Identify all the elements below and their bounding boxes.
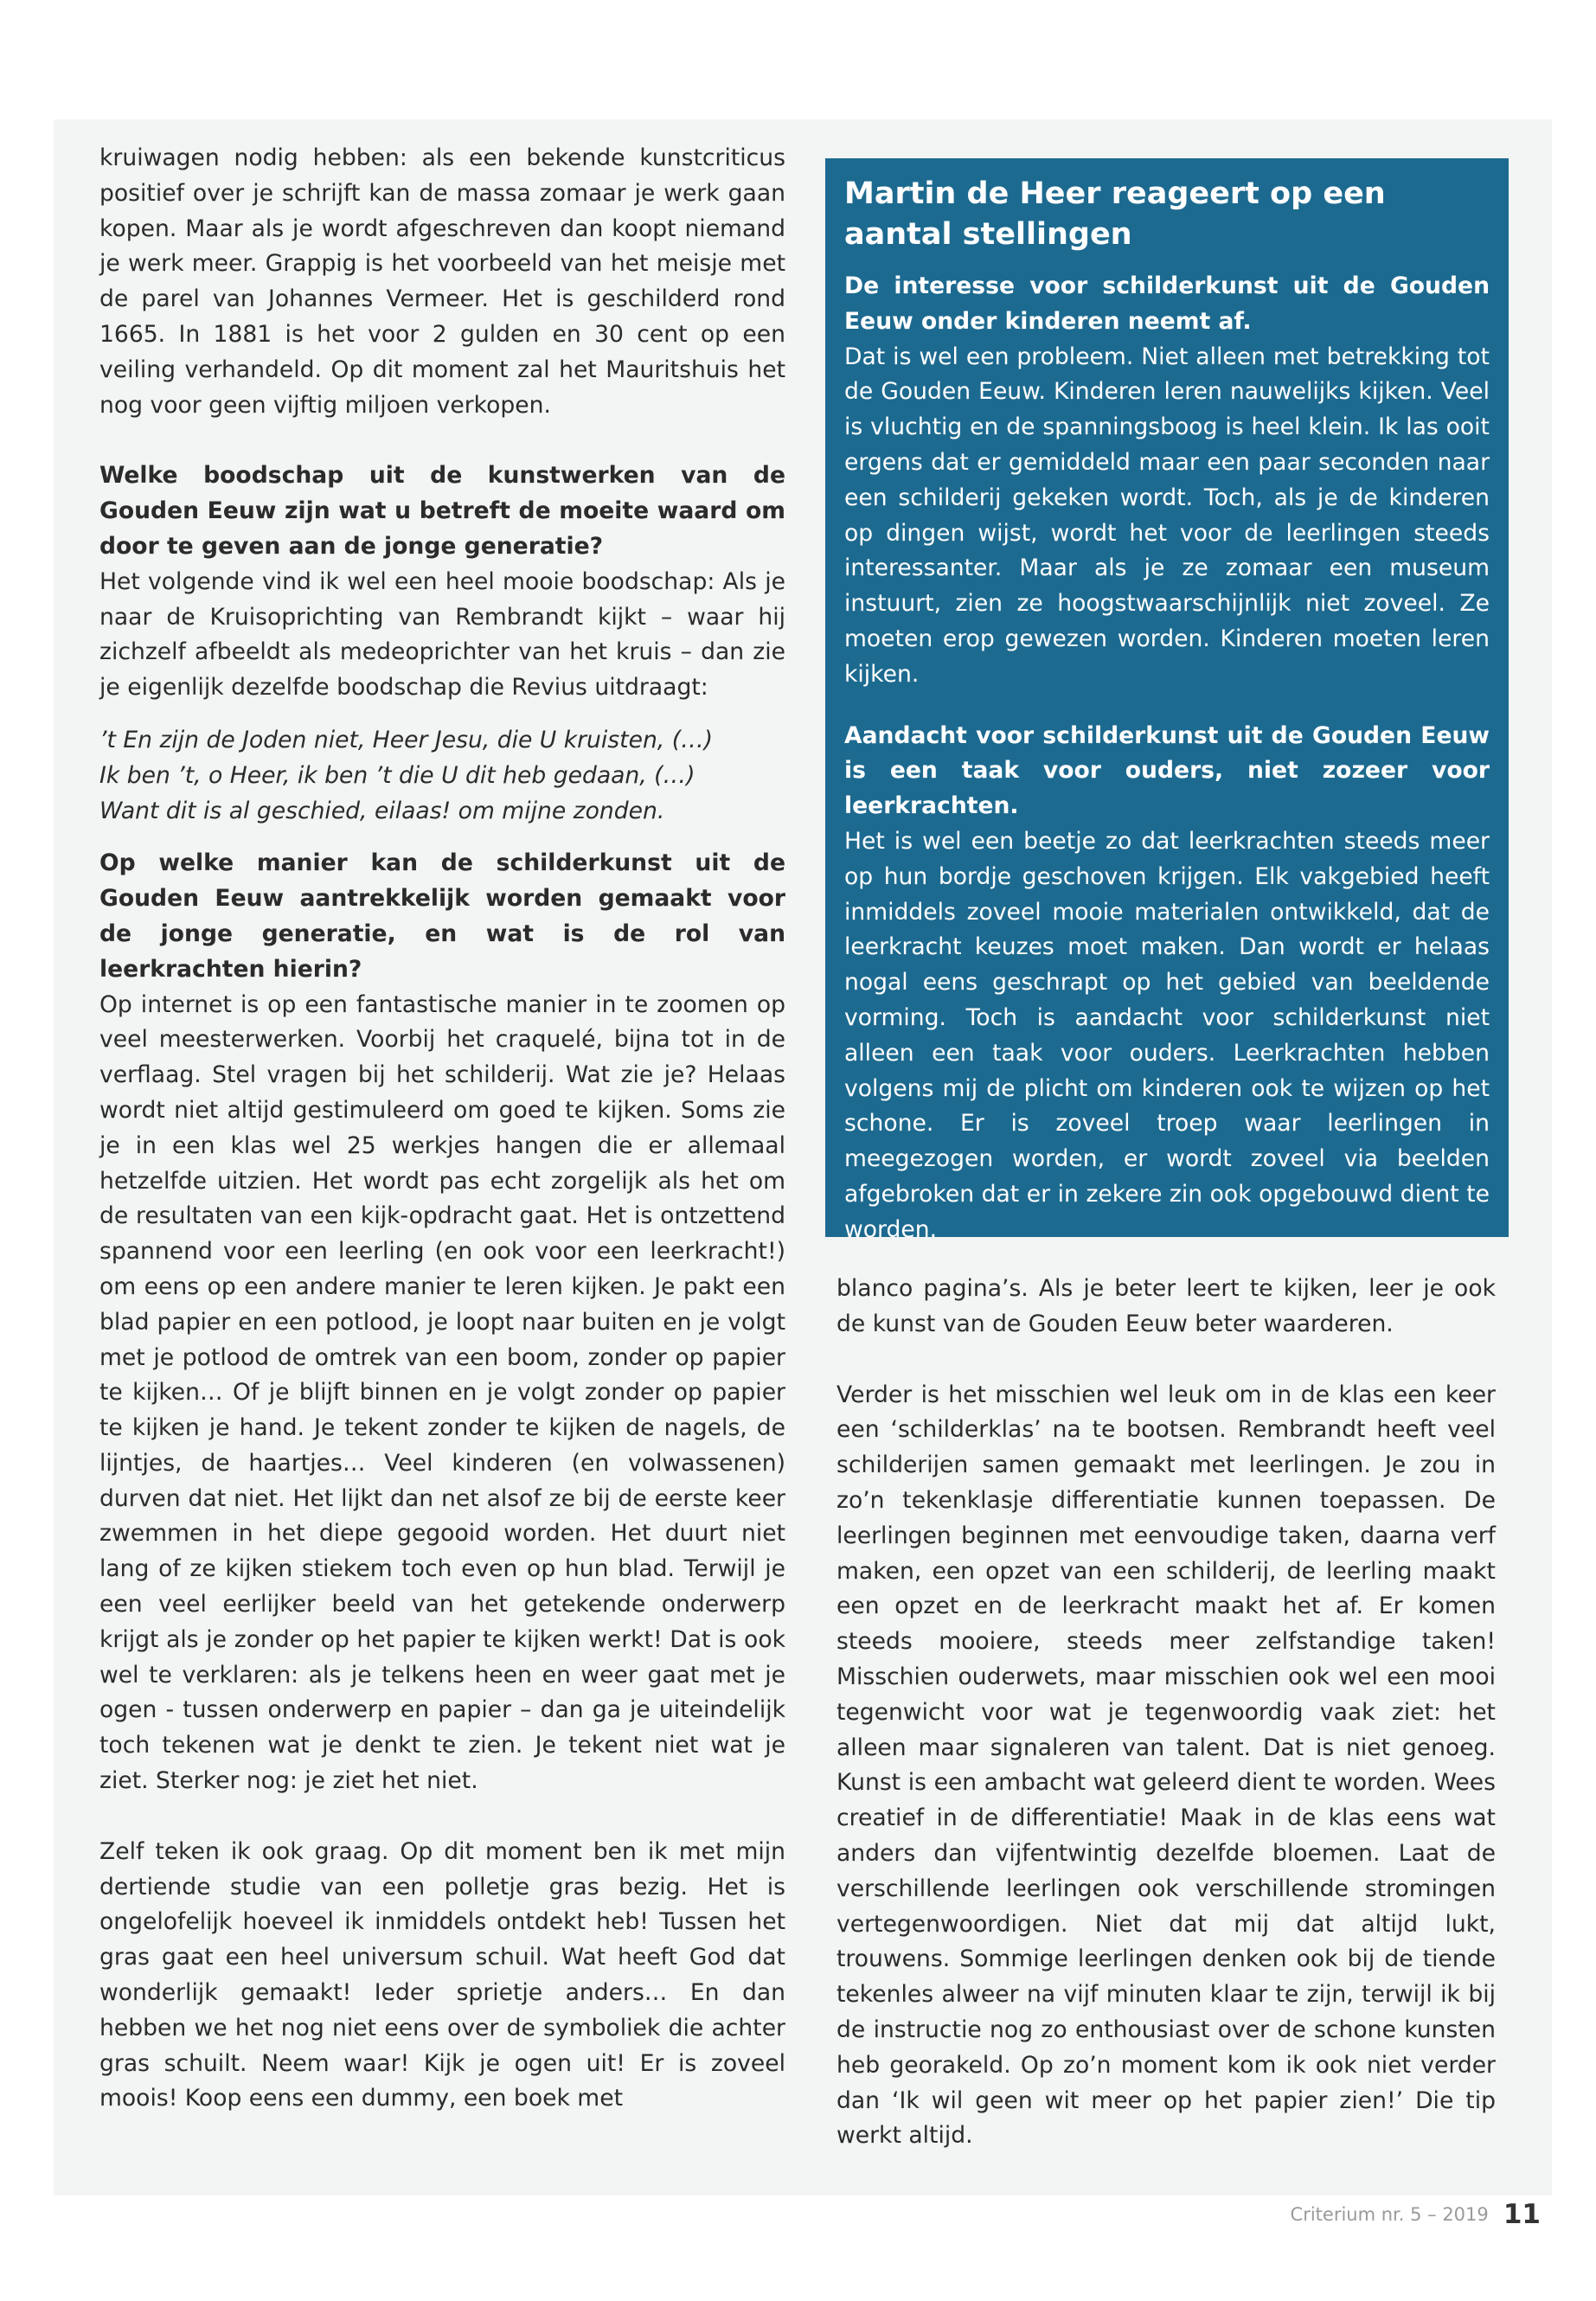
left-column (99, 141, 785, 2117)
poem-line: ’t En zijn de Joden niet, Heer Jesu, die U kruisten, (…) (99, 726, 714, 753)
page-footer (1291, 2199, 1541, 2230)
paragraph: Verder is het misschien wel leuk om in de klas een keer een ‘schilderklas’ na te bootsen. Rembrandt heeft veel schilderijen samen gemaakt met leerlingen. Je zou in zo’n tekenklasje differentiatie kunnen toepassen. De leerlingen beginnen met eenvoudige taken, daarna verf maken, een opzet van een schilderij, de leerling maakt een opzet en de leerkracht maakt het af. Er komen steeds mooiere, steeds meer zelfstandige taken! Misschien ouderwets, maar misschien ook wel een mooi tegenwicht voor wat je tegenwoordig vaak ziet: het alleen maar signaleren van talent. Dat is niet genoeg. Kunst is een ambacht wat geleerd dient te worden. Wees creatief in de differentiatie! Maak in de klas eens wat anders dan vijfentwintig dezelfde bloemen. Laat de verschillende leerlingen ook verschillende stromingen vertegenwoordigen. Niet dat mij dat altijd lukt, trouwens. Sommige leerlingen denken ook bij de tiende tekenles alweer na vijf minuten klaar te zijn, terwijl ik bij de instructie nog zo enthousiast over de schone kunsten heb georakeld. Op zo’n moment kom ik ook niet verder dan ‘Ik wil geen wit meer op het papier zien!’ Die tip werkt altijd. (836, 1381, 1496, 2150)
statement: Aandacht voor schilderkunst uit de Gouden Eeuw is een taak voor ouders, niet zozeer voor leerkrachten. (844, 721, 1490, 820)
right-column (836, 1272, 1496, 2154)
statement-response: Het is wel een beetje zo dat leerkrachten steeds meer op hun bordje geschoven krijgen. Elk vakgebied heeft inmiddels zoveel mooie materialen ontwikkeld, dat de leerkracht keuzes moet maken. Dan wordt er helaas nogal eens geschrapt op het gebied van beeldende vorming. Toch is aandacht voor schilderkunst niet alleen een taak voor ouders. Leerkrachten hebben volgens mij de plicht om kinderen ook te wijzen op het schone. Er is zoveel troep waar leerlingen in meegezogen worden, er wordt zoveel via beelden afgebroken dat er in zekere zin ook opgebouwd dient te worden. (844, 827, 1490, 1243)
paragraph: Het volgende vind ik wel een heel mooie boodschap: Als je naar de Kruisoprichting van Rembrandt kijkt – waar hij zichzelf afbeeldt als medeoprichter van het kruis – dan zie je eigenlijk dezelfde boodschap die Revius uitdraagt: (99, 567, 785, 702)
question-heading: Op welke manier kan de schilderkunst uit de Gouden Eeuw aantrekkelijk worden gemaakt voor de jonge generatie, en wat is de rol van leerkrachten hierin? (99, 849, 785, 983)
statement-response: Dat is wel een probleem. Niet alleen met betrekking tot de Gouden Eeuw. Kinderen leren nauwelijks kijken. Veel is vluchtig en de spanningsboog is heel klein. Ik las ooit ergens dat er gemiddeld maar een paar seconden naar een schilderij gekeken wordt. Toch, als je de kinderen op dingen wijst, wordt het voor de leerlingen steeds interessanter. Maar als je ze zomaar een museum instuurt, zien ze hoogstwaarschijnlijk niet zoveel. Ze moeten erop gewezen worden. Kinderen moeten leren kijken. (844, 343, 1490, 688)
poem-line: Ik ben ’t, o Heer, ik ben ’t die U dit heb gedaan, (…) (99, 761, 695, 789)
poem-line: Want dit is al geschied, eilaas! om mijne zonden. (99, 797, 665, 824)
magazine-issue: Criterium nr. 5 – 2019 (1290, 2204, 1489, 2225)
page-number: 11 (1503, 2199, 1541, 2230)
paragraph: kruiwagen nodig hebben: als een bekende kunstcriticus positief over je schrijft kan de massa zomaar je werk gaan kopen. Maar als je wordt afgeschreven dan koopt niemand je werk meer. Grappig is het voorbeeld van het meisje met de parel van Johannes Vermeer. Het is geschilderd rond 1665. In 1881 is het voor 2 gulden en 30 cent op een veiling verhandeld. Op dit moment zal het Mauritshuis het nog voor geen vijftig miljoen verkopen. (99, 144, 785, 419)
poem-quote (99, 723, 785, 829)
question-heading: Welke boodschap uit de kunstwerken van de Gouden Eeuw zijn wat u betreft de moeite waard om door te geven aan de jonge generatie? (99, 462, 785, 560)
sidebar-title: Martin de Heer reageert op een aantal stellingen (844, 176, 1386, 252)
paragraph: Zelf teken ik ook graag. Op dit moment ben ik met mijn dertiende studie van een polletje gras bezig. Het is ongelofelijk hoeveel ik inmiddels ontdekt heb! Tussen het gras gaat een heel universum schuil. Wat heeft God dat wonderlijk gemaakt! Ieder sprietje anders… En dan hebben we het nog niet eens over de symboliek die achter gras schuilt. Neem waar! Kijk je ogen uit! Er is zoveel moois! Koop eens een dummy, een boek met (99, 1837, 785, 2112)
statement-block (844, 719, 1490, 1248)
interview-sidebar-box (825, 158, 1509, 1243)
paragraph: blanco pagina’s. Als je beter leert te kijken, leer je ook de kunst van de Gouden Eeuw beter waarderen. (836, 1275, 1496, 1337)
paragraph: Op internet is op een fantastische manier in te zoomen op veel meesterwerken. Voorbij het craquelé, bijna tot in de verflaag. Stel vragen bij het schilderij. Wat zie je? Helaas wordt niet altijd gestimuleerd om goed te kijken. Soms zie je in een klas wel 25 werkjes hangen die er allemaal hetzelfde uitzien. Het wordt pas echt zorgelijk als het om de resultaten van een kijk-opdracht gaat. Het is ontzettend spannend voor een leerling (en ook voor een leerkracht!) om eens op een andere manier te leren kijken. Je pakt een blad papier en een potlood, je loopt naar buiten en je volgt met je potlood de omtrek van een boom, zonder op papier te kijken… Of je blijft binnen en je volgt zonder op papier te kijken je hand. Je tekent zonder te kijken de nagels, de lijntjes, de haartjes… Veel kinderen (en volwassenen) durven dat niet. Het lijkt dan net alsof ze bij de eerste keer zwemmen in het diepe gegooid worden. Het duurt niet lang of ze kijken stiekem toch even op hun blad. Terwijl je een veel eerlijker beeld van het getekende onderwerp krijgt als je zonder op het papier te kijken werkt! Dat is ook wel te verklaren: als je telkens heen en weer gaat met je ogen - tussen onderwerp en papier – dan ga je uiteindelijk toch tekenen wat je denkt te zien. Je tekent niet wat je ziet. Sterker nog: je ziet het niet. (99, 990, 785, 1795)
statement: De interesse voor schilderkunst uit de Gouden Eeuw onder kinderen neemt af. (844, 272, 1490, 335)
statement-block (844, 269, 1490, 693)
